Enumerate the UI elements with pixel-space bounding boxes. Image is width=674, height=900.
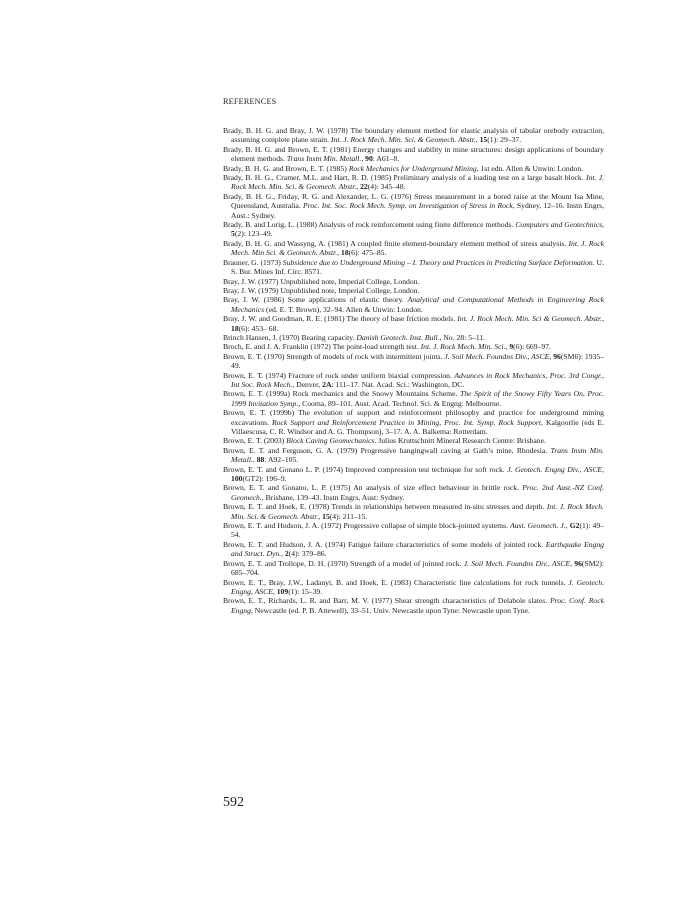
reference-text: Int. J. Rock Mech. Min. Sci. & Geomech. Abstr.: [231, 173, 604, 192]
reference-text: Brown, E. T., Bray, J.W., Ladanyi, B. and Hoek, E. (1983) Characteristic line calculations for rock tunnels.: [223, 577, 569, 587]
reference-text: Int. J. Rock Mech. Min. Sci & Geomech. Abstr.: [457, 314, 603, 324]
reference-entry: [223, 333, 604, 342]
reference-entry: [223, 192, 604, 220]
reference-text: 9: [509, 342, 514, 352]
reference-entry: [223, 164, 604, 173]
reference-text: : A61–8.: [372, 154, 400, 164]
reference-text: Proc. 2nd Aust.-NZ Conf. Geomech.: [231, 483, 604, 502]
reference-text: Bray, J. W. (1977) Unpublished note, Imperial College, London.: [223, 276, 420, 286]
reference-text: Bray, J. W. (1979) Unpublished note, Imperial College, London.: [223, 285, 420, 295]
reference-text: ,: [549, 351, 554, 361]
reference-text: 96: [574, 558, 582, 568]
reference-entry: [223, 578, 604, 597]
reference-text: 2A: [322, 379, 332, 389]
reference-text: J. Geotech. Engng Div., ASCE: [507, 464, 603, 474]
reference-text: Danish Geotech. Inst. Bull.: [356, 332, 440, 342]
reference-text: ,: [565, 521, 570, 531]
reference-text: Brady, B. H. G. and Bray, J. W. (1978) The boundary element method for elastic analysis of tabular orebody extraction, assuming complete plane strain.: [223, 126, 604, 145]
reference-entry: [223, 389, 604, 408]
reference-text: 2: [284, 549, 289, 559]
reference-entry: [223, 352, 604, 371]
reference-text: Brady, B. H. G. and Brown, E. T. (1985): [223, 163, 349, 173]
reference-text: Block Caving Geomechanics: [286, 436, 375, 446]
running-header: REFERENCES: [223, 97, 277, 106]
reference-entry: [223, 371, 604, 390]
reference-text: Trans Instn Min. Metall.: [286, 154, 362, 164]
reference-text: Rock Support and Reinforcement Practice in Mining, Proc. Int. Symp. Rock Support: [272, 417, 542, 427]
reference-text: Int. J. Rock Mech. Min Sci. & Geomech. Abstr.: [231, 238, 604, 258]
reference-text: , No. 28: 5–11.: [439, 332, 486, 342]
reference-text: Brown, E. T., Richards, L. R. and Barr, M. V. (1977) Shear strength characteristics of Delabole slates.: [223, 596, 550, 606]
reference-entry: [223, 258, 604, 277]
reference-text: J. Soil Mech. Foundns Div., ASCE: [444, 351, 550, 361]
reference-text: (4): 379–86.: [288, 549, 327, 559]
reference-text: U. S. Bur. Mines Inf. Circ. 8571.: [231, 257, 604, 277]
reference-text: ,: [337, 248, 341, 258]
reference-text: (GT2): 196–9.: [242, 474, 287, 484]
reference-text: 18: [231, 323, 239, 333]
reference-text: 109: [276, 586, 289, 596]
reference-text: Brown, E. T. and Ferguson, G. A. (1979) Progressive hangingwall caving at Gath’s mine, Rhodesia.: [223, 445, 551, 455]
reference-text: (6): 453– 68.: [238, 323, 279, 333]
reference-text: Rock Mechanics for Underground Mining: [348, 163, 477, 173]
reference-entry: [223, 239, 604, 258]
reference-text: ,: [602, 464, 604, 474]
reference-text: Brady, B. and Lorig, L. (1988) Analysis of rock reinforcement using finite difference methods.: [223, 220, 516, 230]
reference-text: , Kalgoorlie (eds E. Villaescusa, C. R. Windsor and A. G. Thompson), 3–17. A. A. Balkema: Rotterdam.: [231, 417, 604, 436]
reference-entry: [223, 465, 604, 484]
reference-text: : A92–105.: [264, 455, 299, 465]
reference-text: : 111–17. Nat. Acad. Sci.: Washington, DC.: [331, 379, 465, 389]
reference-text: 96: [553, 351, 561, 361]
reference-text: Brown, E. T. (1999b) The evolution of support and reinforcement philosophy and practice for underground mining excavations.: [223, 408, 604, 427]
reference-text: , Sydney, 12–16. Instn Engrs, Aust.: Sydney.: [231, 201, 604, 220]
reference-entry: [223, 173, 604, 192]
reference-entry: [223, 126, 604, 145]
reference-text: Int. J. Rock Mech. Min. Sci. & Geomech. Abstr.: [330, 135, 476, 145]
reference-text: , Newcastle (ed. P. B. Attewell), 33–51. Univ. Newcastle upon Tyne: Newcastle upon Tyne.: [250, 605, 530, 615]
reference-text: Int. J. Rock Mech. Min. Sci.: [420, 342, 506, 352]
reference-text: 18: [341, 248, 349, 258]
reference-text: 100: [231, 474, 243, 484]
reference-text: , Brisbane, 139–43. Instn Engrs, Aust: Sydney.: [261, 492, 405, 502]
reference-text: ,: [356, 182, 361, 192]
reference-text: G2: [569, 521, 580, 531]
reference-text: Proc. Int. Soc. Rock Mech. Symp. on Investigation of Stress in Rock: [302, 201, 513, 211]
reference-text: Bray, J. W. (1986) Some applications of elastic theory.: [223, 295, 408, 305]
reference-text: Proc. Conf. Rock Engng: [231, 596, 604, 615]
reference-text: Broch, E. and J. A. Franklin (1972) The point-load strength test.: [223, 342, 421, 352]
reference-entry: [223, 314, 604, 333]
reference-text: 15: [479, 135, 488, 145]
reference-text: Brown, E. T. and Gonano L. P. (1974) Improved compression test technique for soft rock.: [223, 464, 508, 474]
reference-text: Analytical and Computational Methods in Engineering Rock Mechanics: [231, 295, 605, 314]
reference-text: ,: [475, 135, 480, 145]
reference-text: , Cooma, 89–101. Aust. Acad. Technol. Sci. & Engng: Melbourne.: [298, 398, 502, 408]
reference-text: ,: [505, 342, 510, 352]
reference-entry: [223, 521, 604, 540]
reference-text: Brady, B. H. G. and Brown, E. T. (1981) Energy changes and stability in mine structures: design applications of boundary element methods.: [223, 144, 604, 164]
reference-text: Subsidence due to Underground Mining – I. Theory and Practices in Predicting Surface Deformation.: [282, 257, 595, 267]
reference-text: Advances in Rock Mechanics, Proc. 3rd Congr., Int Soc. Rock Mech.: [231, 370, 604, 389]
reference-entry: [223, 220, 604, 239]
reference-entry: [223, 408, 604, 436]
reference-text: Brady, B. H. G. and Wassyng, A. (1981) A coupled finite element-boundary element method of stress analysis.: [223, 238, 569, 248]
reference-entry: [223, 145, 604, 164]
reference-text: Brown, E. T. and Hudson, J. A. (1972) Progressive collapse of simple block-jointed systems.: [223, 521, 511, 531]
reference-text: J. Soil Mech. Foundns Div., ASCE: [463, 558, 571, 568]
reference-text: (1): 29–37.: [487, 135, 522, 145]
reference-entry: [223, 483, 604, 502]
reference-text: (6): 475–85.: [348, 248, 387, 258]
reference-text: J. Geotech. Engng, ASCE: [231, 577, 604, 596]
reference-text: Brown, E. T. and Hudson, J. A. (1974) Fatigue failure characteristics of some models of jointed rock.: [223, 539, 546, 549]
reference-text: . Julius Kruttschnitt Mineral Research Centre: Brisbane.: [374, 436, 546, 446]
reference-text: Aust. Geomech. J.: [510, 521, 566, 531]
reference-entry: [223, 446, 604, 465]
reference-text: Brown, E. T. and Gonano, L. P. (1975) An analysis of size effect behaviour in brittle rock.: [223, 483, 523, 493]
reference-text: , Denver,: [292, 379, 323, 389]
reference-text: Brinch Hansen, J. (1970) Bearing capacity.: [223, 332, 357, 342]
reference-text: Bray, J. W. and Goodman, R. E. (1981) The theory of base friction models.: [223, 314, 458, 324]
reference-text: Brauner, G. (1973): [223, 257, 283, 267]
reference-text: 90: [365, 154, 373, 164]
reference-text: ,: [281, 549, 285, 559]
reference-text: Brown, E. T. and Hoek, E. (1978) Trends in relationships between measured in-situ stresses and depth.: [223, 502, 547, 512]
reference-list: [223, 126, 604, 615]
reference-entry: [223, 277, 604, 286]
reference-text: Brady, B. H. G., Friday, R. G. and Alexander, L. G. (1976) Stress measurement in a bored raise at the Mount Isa Mine, Queensland, Australia.: [223, 191, 604, 211]
reference-text: (SM6): 1935–49.: [231, 351, 605, 371]
reference-text: 15: [322, 511, 330, 521]
reference-entry: [223, 286, 604, 295]
reference-text: ,: [570, 558, 575, 568]
reference-text: (4): 211–15.: [329, 511, 368, 521]
reference-entry: [223, 559, 604, 578]
reference-text: Brown, E. T. (1970) Strength of models of rock with intermittent joints.: [223, 351, 445, 361]
reference-entry: [223, 540, 604, 559]
reference-text: The Spirit of the Snowy Fifty Years On, Proc. 1999 Invitation Symp.: [231, 389, 604, 408]
reference-text: ,: [252, 455, 257, 465]
reference-text: 22: [360, 182, 368, 192]
reference-entry: [223, 295, 604, 314]
reference-text: 5: [231, 229, 235, 239]
reference-text: Brown, E. T. (2003): [223, 436, 287, 446]
reference-text: ,: [602, 220, 604, 230]
reference-text: (SM2): 685–704.: [231, 558, 604, 578]
page-number: 592: [223, 795, 244, 810]
reference-text: Brown, E. T. (1999a) Rock mechanics and the Snowy Mountains Scheme.: [223, 389, 461, 399]
reference-text: ,: [272, 586, 277, 596]
reference-text: Trans Instn Min. Metall.: [231, 445, 604, 465]
reference-text: Int. J. Rock Mech. Min. Sci. & Geomech. Abstr.: [231, 502, 605, 521]
reference-text: (4): 345–48.: [367, 182, 406, 192]
reference-text: Earthquake Engng and Struct. Dyn.: [231, 539, 604, 559]
reference-text: Brown, E. T. and Trollope, D. H. (1970) Strength of a model of jointed rock.: [223, 558, 464, 568]
reference-text: (2): 123–49.: [234, 229, 273, 239]
reference-text: Brown, E. T. (1974) Fracture of rock under uniform biaxial compression.: [223, 370, 455, 380]
reference-text: ,: [602, 314, 604, 324]
reference-text: (1): 15–39.: [288, 586, 323, 596]
reference-entry: [223, 342, 604, 351]
reference-text: Computers and Geotechnics: [515, 220, 603, 230]
reference-text: (6): 669–97.: [513, 342, 551, 352]
reference-entry: [223, 502, 604, 521]
reference-text: ,: [361, 154, 366, 164]
reference-text: Brady, B. H. G., Cramer, M.L. and Hart, R. D. (1985) Preliminary analysis of a loading test on a large basalt block.: [223, 173, 586, 183]
reference-text: , 1st edn. Allen & Unwin: London.: [476, 163, 584, 173]
reference-text: 88: [256, 455, 265, 465]
reference-text: ,: [318, 511, 323, 521]
reference-text: (ed. E. T. Brown), 32–94. Allen & Unwin: London.: [264, 304, 423, 314]
reference-entry: [223, 436, 604, 445]
reference-entry: [223, 596, 604, 615]
reference-text: (1): 49–54.: [231, 521, 604, 540]
